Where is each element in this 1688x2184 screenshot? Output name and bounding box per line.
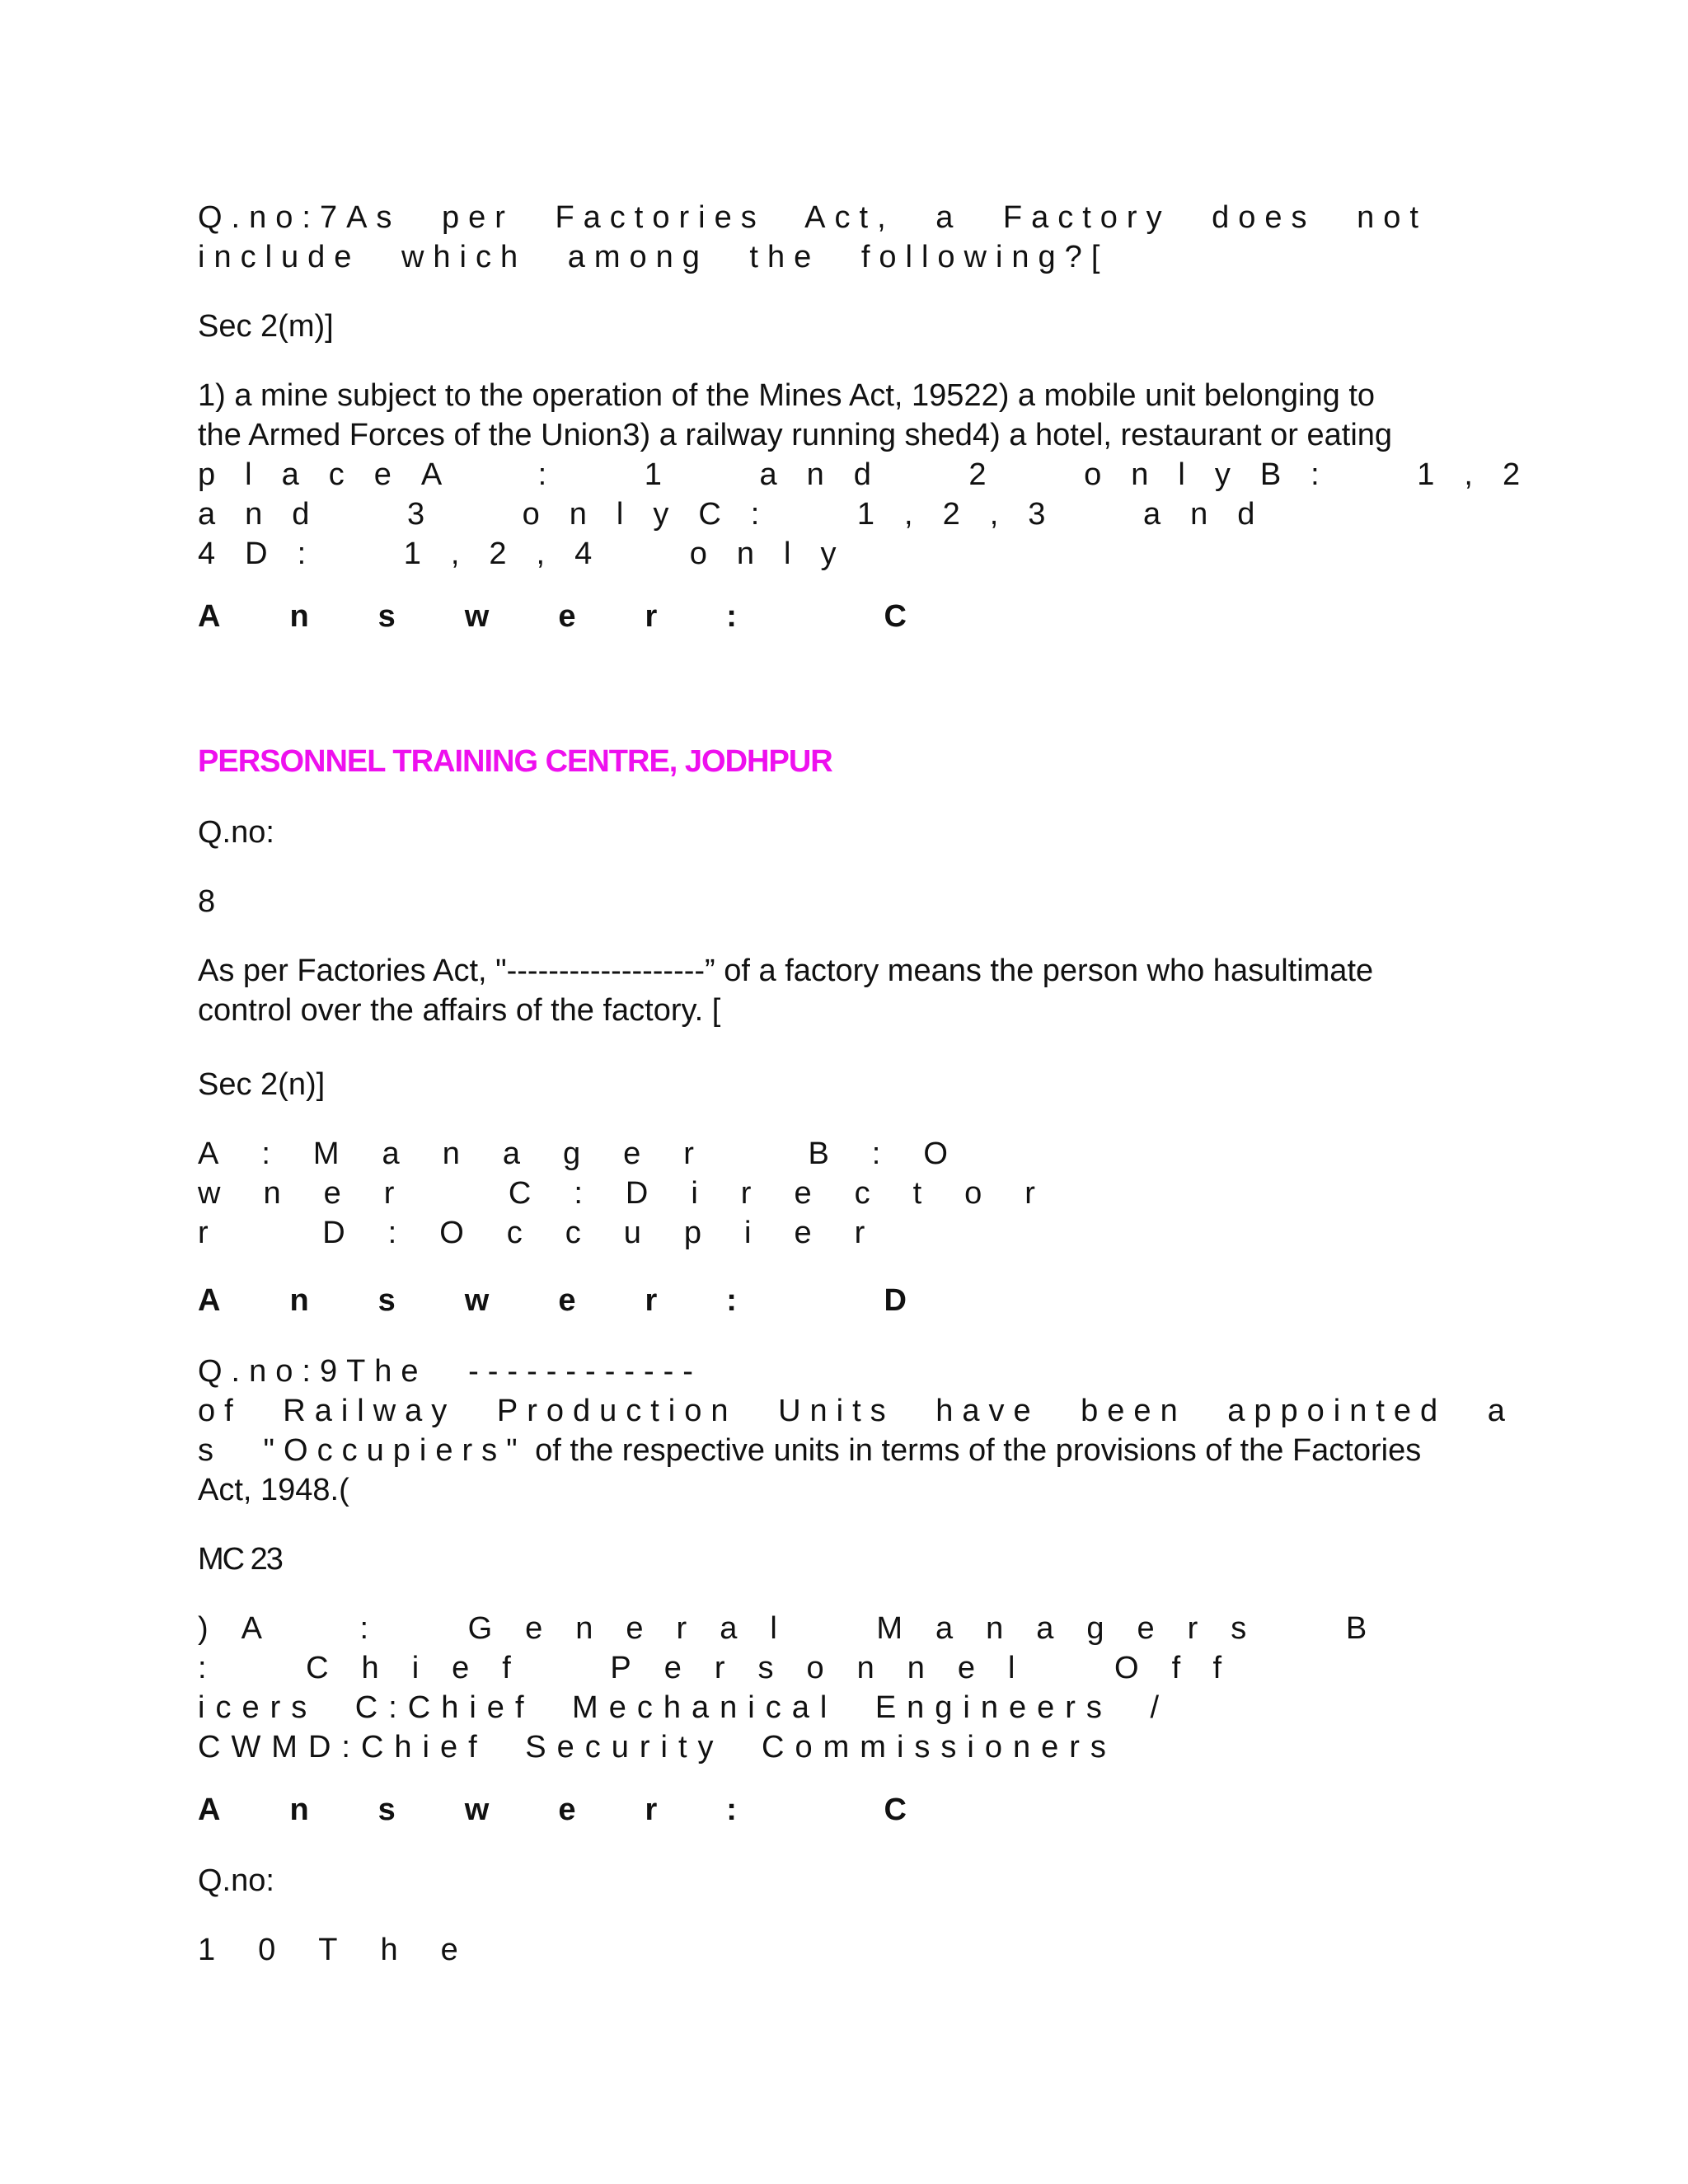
q7-body-line-2: the Armed Forces of the Union3) a railway running shed4) a hotel, restaurant or eating [198, 418, 1393, 452]
q9-line-3 [198, 1431, 1467, 1470]
q9-text [198, 1352, 1514, 1510]
q7-body [198, 376, 1467, 455]
q8-options-line-1: A:Manager B:O [198, 1137, 991, 1171]
q9-options-line-2: : Chief Personnel Off [198, 1651, 1255, 1685]
q8-options-line-3: r D:Occupier [198, 1216, 908, 1250]
q8-label: Q.no: [198, 815, 274, 850]
q9-options [198, 1609, 1467, 1767]
q9-options-line-1: )A : General Managers B [198, 1611, 1400, 1646]
q8-number: 8 [198, 884, 216, 919]
q7-title-line-1: Q.no:7As per Factories Act, a Factory does not [198, 200, 1428, 235]
q7-title [198, 198, 1467, 277]
q8-answer: Answer: D [198, 1283, 976, 1318]
q7-options-line-1: placeA : 1 and 2 onlyB: 1,2 [198, 457, 1550, 492]
q9-answer: Answer: C [198, 1793, 976, 1827]
q7-options-line-2: and 3 onlyC: 1,2,3 and [198, 497, 1285, 532]
q7-answer: Answer: C [198, 599, 976, 634]
q9-options-line-3: icers C:Chief Mechanical Engineers / [198, 1690, 1170, 1725]
q7-body-line-1: 1) a mine subject to the operation of the Mines Act, 19522) a mobile unit belonging to [198, 378, 1376, 413]
q8-section: Sec 2(n)] [198, 1067, 326, 1102]
q7-options-line-3: 4D: 1,2,4 only [198, 537, 866, 571]
q9-occupiers: s "Occupiers" [198, 1433, 527, 1468]
q10-label: Q.no: [198, 1863, 274, 1898]
centre-heading: PERSONNEL TRAINING CENTRE, JODHPUR [198, 744, 832, 779]
q9-options-line-4: CWMD:Chief Security Commissioners [198, 1730, 1117, 1765]
q10-line: 10The [198, 1933, 501, 1967]
q7-section: Sec 2(m)] [198, 309, 334, 344]
q9-mc: MC 23 [198, 1542, 282, 1577]
q7-title-line-2: include which among the following?[ [198, 240, 1109, 274]
q8-body: As per Factories Act, "-------------------” of a factory means the person who hasultimate control over the affairs of the factory. [ [198, 954, 1374, 1028]
q8-options-line-2: wner C:Director [198, 1176, 1078, 1211]
q9-line-2: of Railway Production Units have been appointed a [198, 1394, 1514, 1428]
q9-line-3-rest: of the respective units in terms of the provisions of the Factories [526, 1433, 1422, 1468]
q9-line-4: Act, 1948.( [198, 1473, 349, 1507]
q7-options [198, 455, 1550, 574]
q8-options [198, 1134, 1467, 1253]
q9-line-1: Q.no:9The ------------ [198, 1354, 702, 1389]
